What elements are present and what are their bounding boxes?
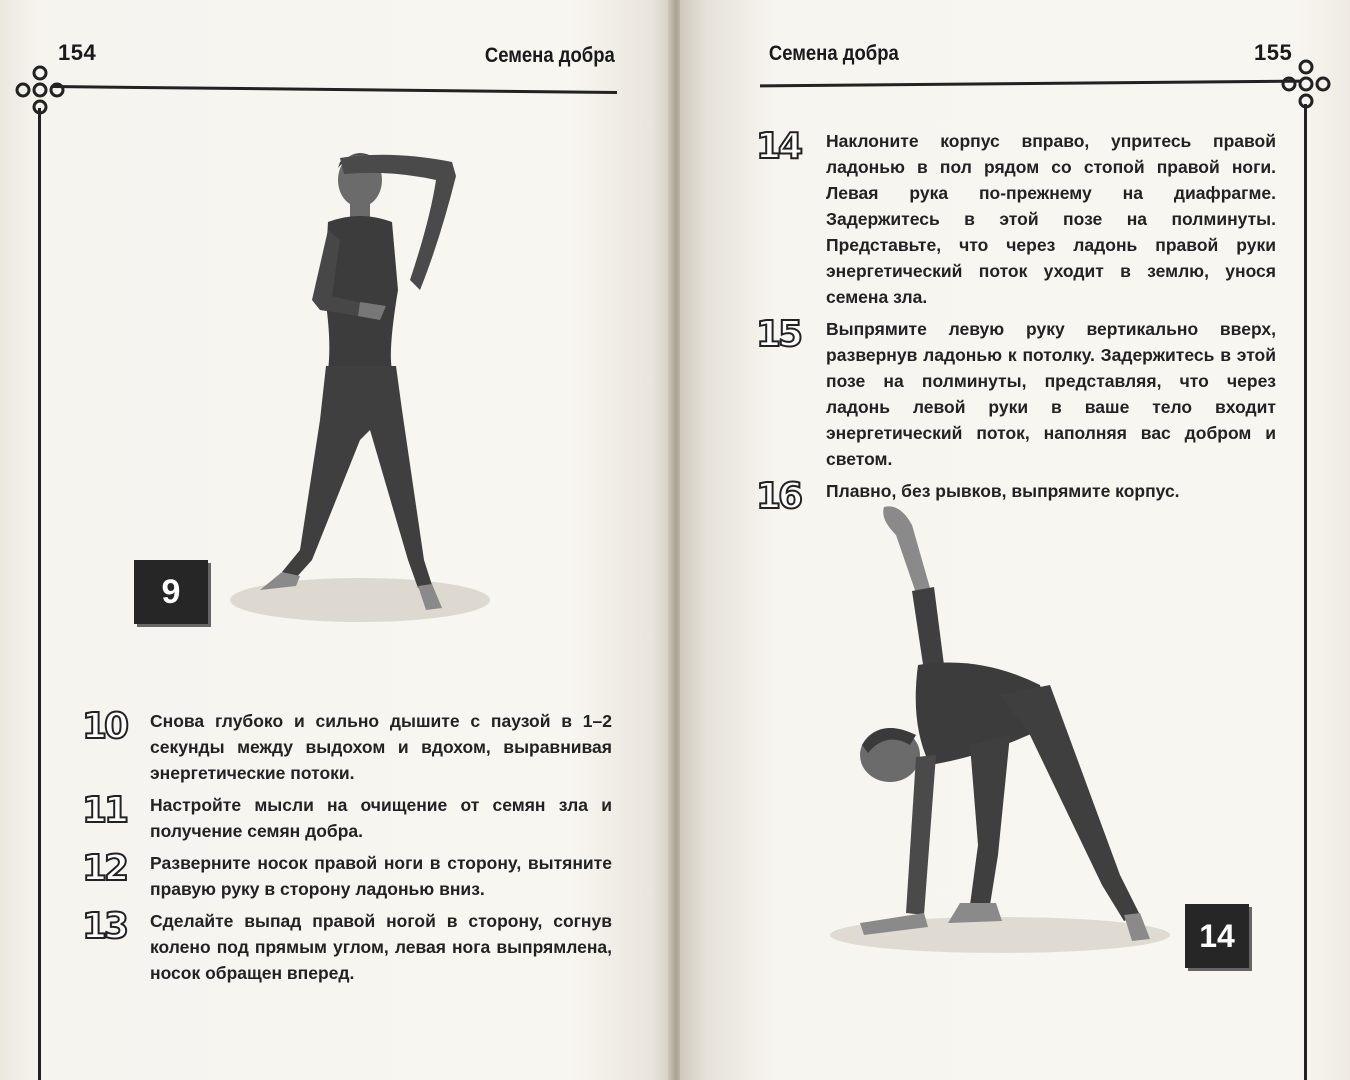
step-item	[756, 128, 1276, 310]
right-border-line	[1304, 104, 1307, 1080]
left-border-line	[38, 108, 41, 1080]
step-text: Разверните носок правой ноги в сторону, вытяните правую руку в сторону ладонью вниз.	[150, 853, 612, 899]
left-page	[0, 0, 672, 1080]
running-head: Семена добра	[484, 44, 615, 67]
step-text: Настройте мысли на очищение от семян зла и получение семян добра.	[150, 795, 612, 841]
step-item	[82, 850, 612, 902]
right-page	[680, 0, 1350, 1080]
step-number: 16	[756, 476, 801, 517]
step-text: Выпрямите левую руку вертикально вверх, развернув ладонью к потолку. Задержитесь в этой позе на полминуты, представляя, что через ладонь левой руки в ваше тело входит энергетический поток, наполняя вас добром и светом.	[826, 319, 1276, 469]
exercise-figure-9	[220, 140, 500, 630]
step-item	[756, 316, 1276, 472]
header-rule	[760, 80, 1300, 88]
step-number: 11	[82, 790, 127, 831]
header-rule	[52, 85, 617, 94]
step-item	[82, 792, 612, 844]
figure-badge: 9	[134, 560, 208, 624]
steps-list-left	[82, 708, 612, 992]
ornament-icon	[1280, 58, 1332, 110]
step-number: 10	[82, 706, 127, 747]
step-text: Снова глубоко и сильно дышите с паузой в 1–2 секунды между выдохом и вдохом, выравнивая энергетические потоки.	[150, 711, 612, 783]
step-item	[82, 708, 612, 786]
exercise-figure-14	[820, 495, 1180, 965]
step-number: 13	[82, 906, 127, 947]
step-number: 12	[82, 848, 127, 889]
step-number: 14	[756, 126, 801, 167]
step-text: Сделайте выпад правой ногой в сторону, согнув колено под прямым углом, левая нога выпрямлена, носок обращен вперед.	[150, 911, 612, 983]
figure-badge: 14	[1185, 904, 1249, 968]
step-item	[82, 908, 612, 986]
page-number: 155	[1254, 40, 1293, 65]
page-number: 154	[58, 40, 97, 65]
step-number: 15	[756, 314, 801, 355]
steps-list-right	[756, 128, 1276, 522]
step-text: Наклоните корпус вправо, упритесь правой ладонью в пол рядом со стопой правой ноги. Левая рука по-прежнему на диафрагме. Задержитесь в этой позе на полминуты. Представьте, что через ладонь правой руки энергетический поток уходит в землю, унося семена зла.	[826, 131, 1276, 307]
step-text: Плавно, без рывков, выпрямите корпус.	[826, 481, 1180, 501]
running-head: Семена добра	[768, 42, 899, 65]
